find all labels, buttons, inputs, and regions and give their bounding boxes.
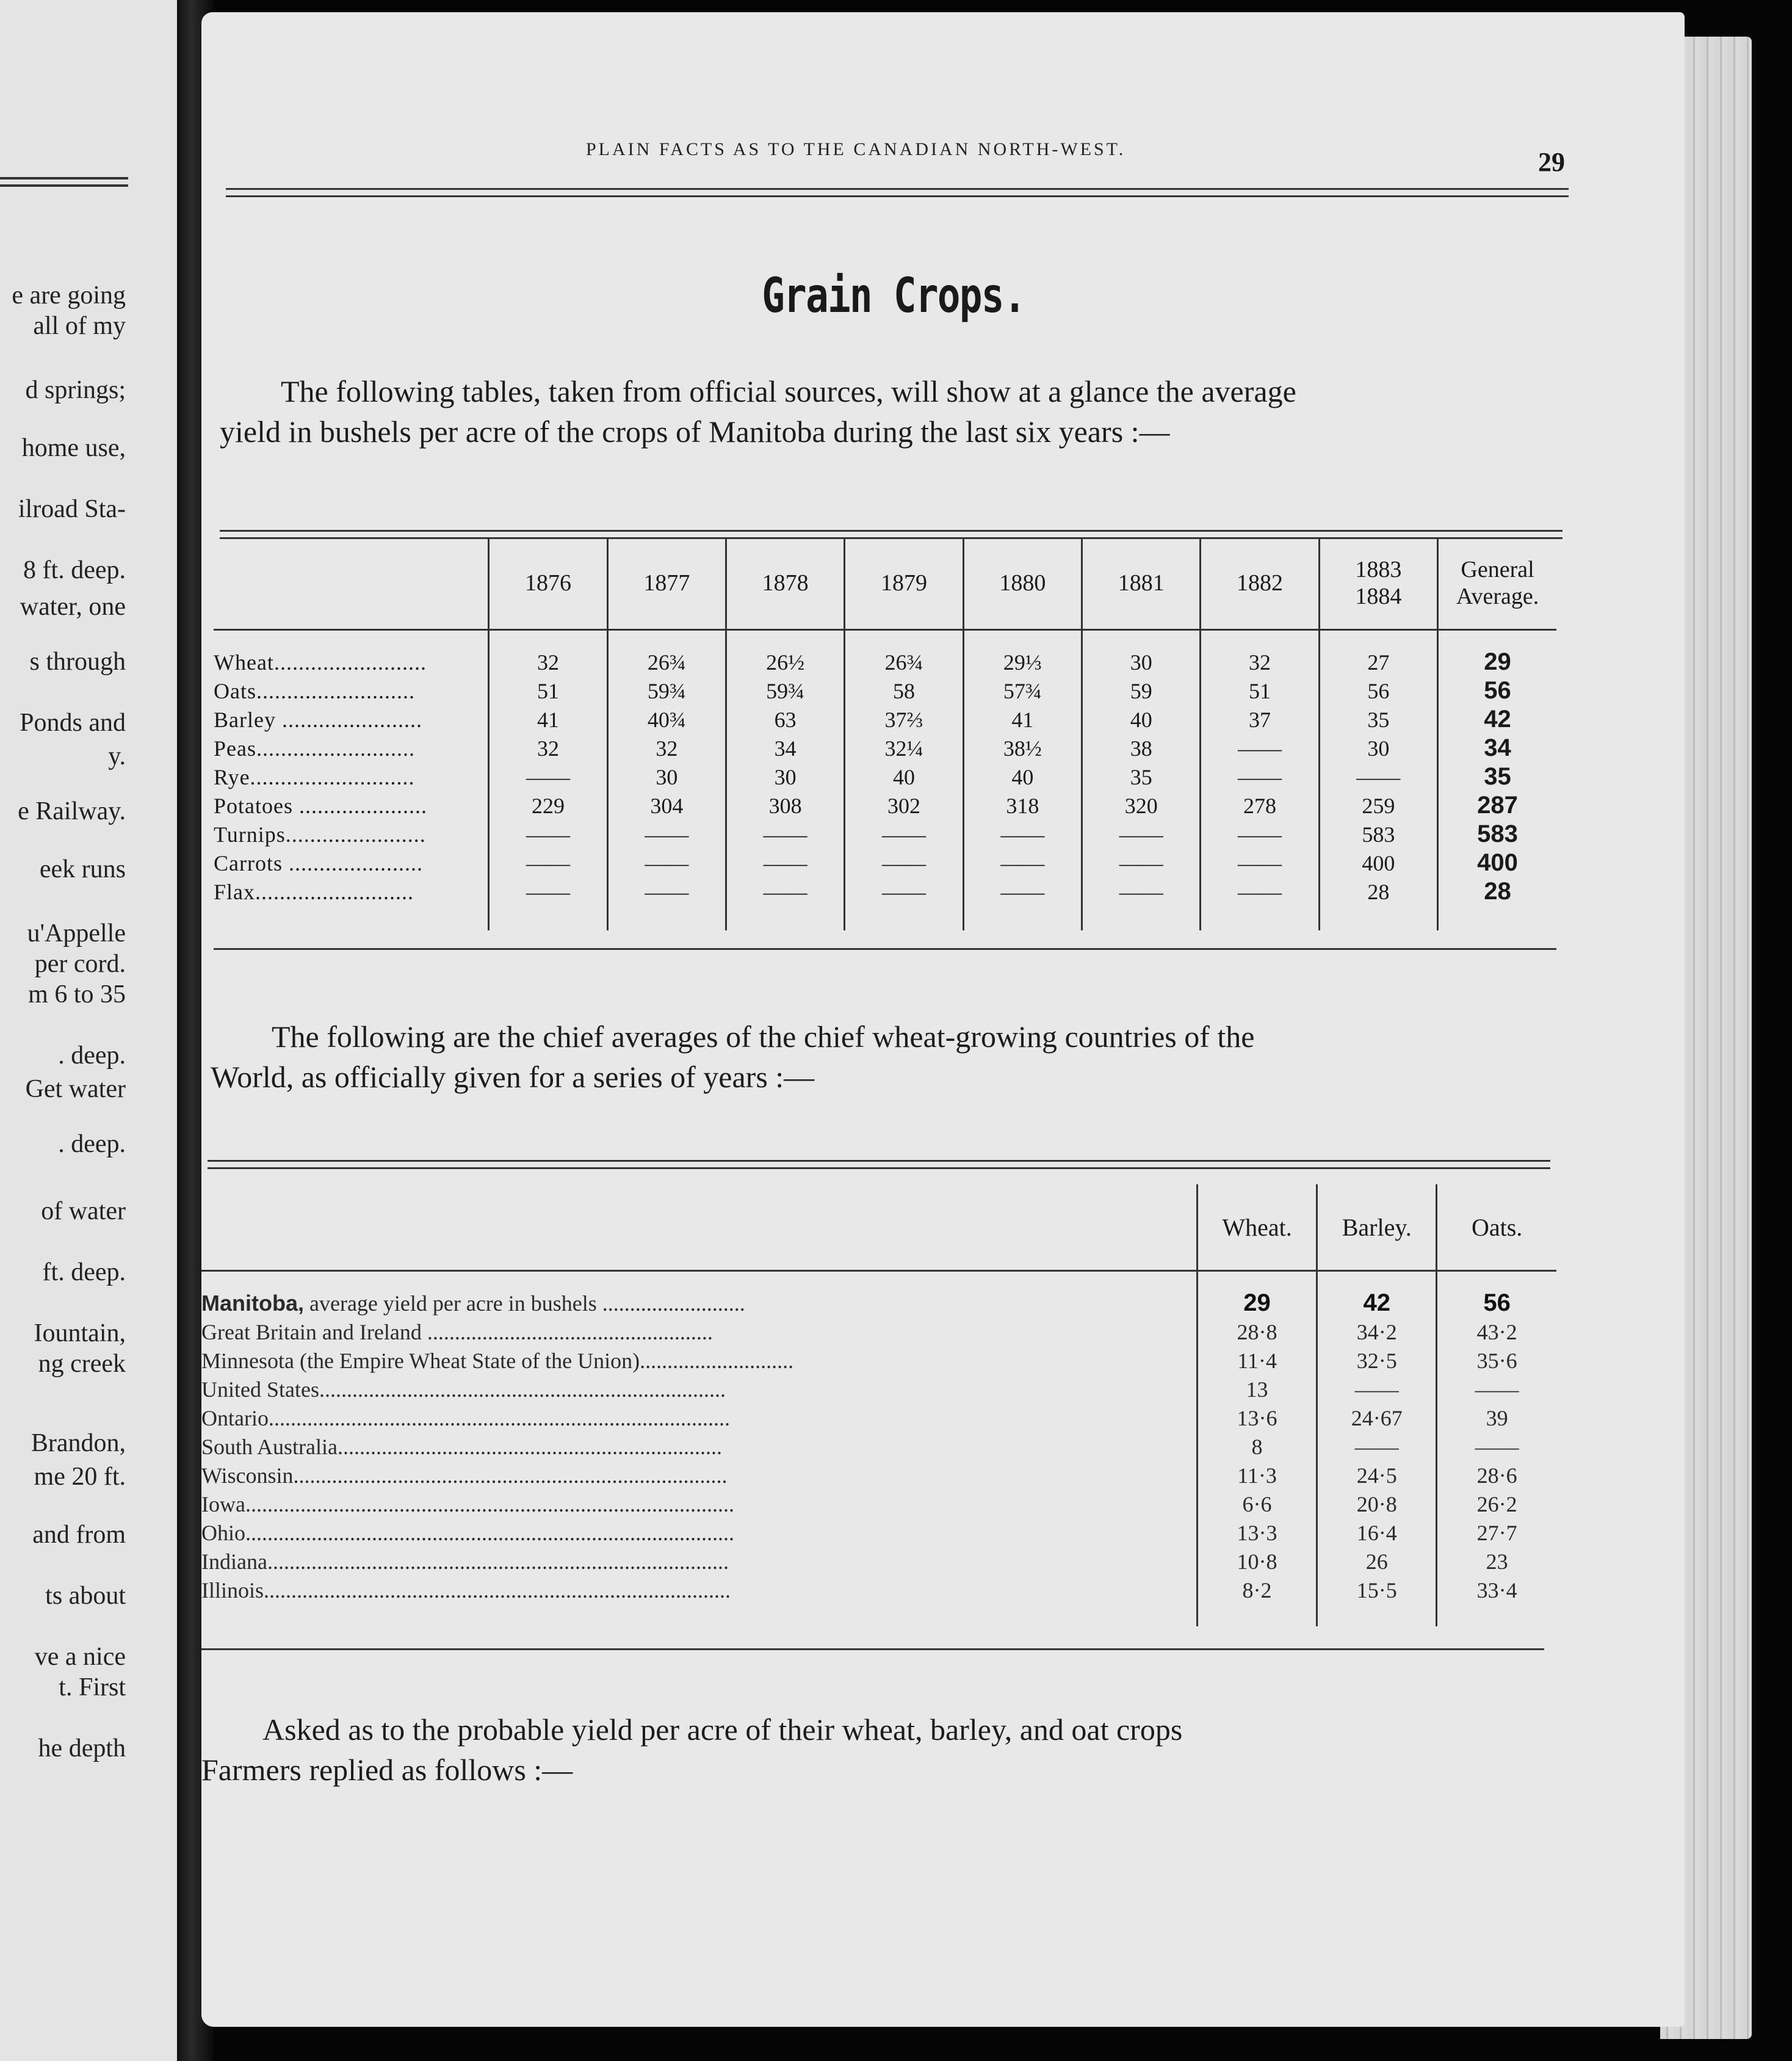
crop-label: Peas..........................: [214, 736, 415, 761]
region-name: Ohio: [201, 1520, 245, 1545]
yield-cell: 24·5: [1317, 1461, 1437, 1490]
yield-cell: 59: [1082, 676, 1201, 705]
left-page-line: Brandon,: [31, 1429, 126, 1457]
region-leader: ..........................................................................: [319, 1377, 726, 1402]
yield-cell: ——: [963, 877, 1082, 930]
region-name: Indiana: [201, 1549, 267, 1574]
left-page-line: me 20 ft.: [34, 1463, 126, 1491]
yield-cell: 38: [1082, 734, 1201, 762]
region-name: Manitoba,: [201, 1290, 304, 1316]
yield-cell: 278: [1201, 791, 1319, 820]
yield-cell: 40: [1082, 705, 1201, 734]
region-leader: ............................: [640, 1348, 794, 1373]
yield-cell: 32¼: [845, 734, 963, 762]
left-page-line: eek runs: [39, 855, 126, 883]
yield-cell: 26½: [726, 630, 845, 677]
yield-cell: 38½: [963, 734, 1082, 762]
left-page-line: water, one: [20, 593, 126, 621]
grain-header: Barley.: [1317, 1184, 1437, 1271]
yield-cell: ——: [489, 849, 607, 877]
left-page-line: . deep.: [58, 1130, 126, 1158]
left-page-line: ve a nice: [34, 1643, 126, 1671]
yield-cell: 51: [489, 676, 607, 705]
left-page-line: ts about: [45, 1582, 126, 1610]
left-page-line: u'Appelle: [27, 919, 126, 947]
region-name: Ontario: [201, 1405, 269, 1430]
table-top-rule: [208, 1160, 1550, 1162]
left-page-line: 8 ft. deep.: [23, 556, 126, 584]
intro-line-2: yield in bushels per acre of the crops of Manitoba during the last six years :—: [220, 415, 1170, 449]
year-header: 1879: [845, 537, 963, 630]
yield-cell: ——: [1437, 1375, 1556, 1404]
region-label: [201, 1576, 1197, 1626]
crop-yield-table: [214, 537, 1556, 930]
yield-cell: 13: [1197, 1375, 1317, 1404]
yield-cell: 304: [607, 791, 726, 820]
region-label: [201, 1375, 1197, 1404]
region-column-header: [201, 1184, 1197, 1271]
yield-cell: 11·3: [1197, 1461, 1317, 1490]
crop-label: Rye...........................: [214, 764, 415, 789]
region-name: Wisconsin: [201, 1463, 294, 1488]
table-row: [201, 1271, 1556, 1318]
yield-cell: ——: [489, 762, 607, 791]
intro-paragraph: [220, 371, 1587, 452]
yield-cell: 59¾: [607, 676, 726, 705]
yield-cell: ——: [1319, 762, 1437, 791]
table-top-rule: [208, 1167, 1550, 1169]
general-average-cell: 42: [1438, 705, 1556, 734]
yield-cell: ——: [607, 820, 726, 849]
yield-cell: 30: [1082, 630, 1201, 677]
region-label: [201, 1404, 1197, 1432]
table-row: [201, 1346, 1556, 1375]
yield-cell: 20·8: [1317, 1490, 1437, 1518]
general-average-cell: 583: [1438, 820, 1556, 849]
left-page-rule: [0, 184, 128, 187]
year-header: 1881: [1082, 537, 1201, 630]
yield-cell: ——: [845, 820, 963, 849]
header-rule: [226, 188, 1569, 190]
header-rule: [226, 195, 1569, 197]
year-header: 1880: [963, 537, 1082, 630]
region-label: [201, 1271, 1197, 1318]
yield-cell: 26·2: [1437, 1490, 1556, 1518]
region-leader: .........................................................................................: [245, 1520, 734, 1545]
yield-cell: ——: [489, 877, 607, 930]
table-row: [201, 1576, 1556, 1626]
left-page-line: per cord.: [34, 950, 126, 978]
crop-label: Turnips.......................: [214, 822, 426, 847]
yield-cell: 32: [489, 734, 607, 762]
page-title: Grain Crops.: [762, 269, 1025, 324]
yield-cell: 57¾: [963, 676, 1082, 705]
yield-cell: 42: [1317, 1271, 1437, 1318]
yield-cell: 32: [607, 734, 726, 762]
region-leader: ....................................................................................: [268, 1405, 730, 1430]
yield-cell: 13·3: [1197, 1518, 1317, 1547]
region-name: South Australia: [201, 1434, 338, 1459]
yield-cell: 32: [489, 630, 607, 677]
yield-cell: 308: [726, 791, 845, 820]
table-row: [214, 877, 1556, 930]
crop-label: Carrots ......................: [214, 850, 423, 875]
region-label: [201, 1547, 1197, 1576]
region-leader: ...............................................................................: [293, 1463, 728, 1488]
yield-cell: 40: [845, 762, 963, 791]
left-page-line: and from: [32, 1521, 126, 1549]
yield-cell: 56: [1319, 676, 1437, 705]
general-average-cell: 56: [1438, 676, 1556, 705]
table-row: [201, 1461, 1556, 1490]
yield-cell: 24·67: [1317, 1404, 1437, 1432]
yield-cell: 34·2: [1317, 1317, 1437, 1346]
crop-label: Wheat.........................: [214, 650, 427, 675]
general-average-cell: 34: [1438, 734, 1556, 762]
general-average-cell: 28: [1438, 877, 1556, 930]
left-page-line: . deep.: [58, 1041, 126, 1070]
intro-line-1: The following tables, taken from official sources, will show at a glance the average: [281, 374, 1296, 408]
yield-cell: 33·4: [1437, 1576, 1556, 1626]
left-page-line: all of my: [33, 312, 126, 340]
yield-cell: 59¾: [726, 676, 845, 705]
table-row: [201, 1518, 1556, 1547]
region-leader: ....................................................: [421, 1319, 713, 1344]
yield-cell: 40: [963, 762, 1082, 791]
year-header: General Average.: [1438, 537, 1556, 630]
yield-cell: 27·7: [1437, 1518, 1556, 1547]
left-page-rule: [0, 177, 128, 179]
yield-cell: 40¾: [607, 705, 726, 734]
left-page-line: s through: [29, 648, 126, 676]
yield-cell: 29⅓: [963, 630, 1082, 677]
yield-cell: ——: [489, 820, 607, 849]
region-name: United States: [201, 1377, 319, 1402]
table-row: [214, 705, 1556, 734]
region-label: [201, 1346, 1197, 1375]
table-row: [214, 734, 1556, 762]
yield-cell: ——: [845, 877, 963, 930]
yield-cell: ——: [845, 849, 963, 877]
yield-cell: 259: [1319, 791, 1437, 820]
yield-cell: 35·6: [1437, 1346, 1556, 1375]
table-bottom-rule: [214, 948, 1556, 950]
general-average-cell: 400: [1438, 849, 1556, 877]
yield-cell: 41: [963, 705, 1082, 734]
crop-column-header: [214, 537, 489, 630]
crop-label: Potatoes .....................: [214, 793, 427, 818]
table-row: [201, 1404, 1556, 1432]
yield-cell: ——: [1082, 820, 1201, 849]
table-top-rule: [220, 530, 1563, 532]
running-head: PLAIN FACTS AS TO THE CANADIAN NORTH-WEST.: [586, 139, 1126, 159]
yield-cell: 320: [1082, 791, 1201, 820]
yield-cell: ——: [963, 849, 1082, 877]
yield-cell: 30: [607, 762, 726, 791]
yield-cell: 43·2: [1437, 1317, 1556, 1346]
yield-cell: 27: [1319, 630, 1437, 677]
left-page-line: ng creek: [38, 1350, 126, 1378]
yield-cell: 41: [489, 705, 607, 734]
region-label: [201, 1461, 1197, 1490]
region-label: [201, 1518, 1197, 1547]
yield-cell: 10·8: [1197, 1547, 1317, 1576]
table-row: [214, 820, 1556, 849]
yield-cell: 26¾: [845, 630, 963, 677]
left-page-line: Ponds and: [20, 709, 126, 737]
yield-cell: ——: [726, 849, 845, 877]
yield-cell: ——: [1317, 1375, 1437, 1404]
yield-cell: 400: [1319, 849, 1437, 877]
yield-cell: 28: [1319, 877, 1437, 930]
yield-cell: ——: [726, 820, 845, 849]
table-row: [214, 676, 1556, 705]
left-page-line: ft. deep.: [42, 1258, 126, 1286]
left-page-line: m 6 to 35: [28, 980, 126, 1009]
left-page-line: t. First: [59, 1673, 126, 1701]
yield-cell: 30: [726, 762, 845, 791]
yield-cell: 29: [1197, 1271, 1317, 1318]
table-row: [201, 1490, 1556, 1518]
table-row: [214, 791, 1556, 820]
yield-cell: 37: [1201, 705, 1319, 734]
yield-cell: 8·2: [1197, 1576, 1317, 1626]
region-name: Great Britain and Ireland: [201, 1319, 422, 1344]
grain-header: Wheat.: [1197, 1184, 1317, 1271]
region-leader: ....................................................................................: [267, 1549, 729, 1574]
yield-cell: ——: [1201, 877, 1319, 930]
table-row: [201, 1375, 1556, 1404]
yield-cell: 35: [1319, 705, 1437, 734]
yield-cell: ——: [963, 820, 1082, 849]
closing-line-2: Farmers replied as follows :—: [201, 1753, 573, 1787]
left-page-line: Iountain,: [34, 1319, 126, 1347]
table-row: [214, 762, 1556, 791]
yield-cell: 39: [1437, 1404, 1556, 1432]
yield-cell: 15·5: [1317, 1576, 1437, 1626]
table-row: [214, 849, 1556, 877]
table-bottom-rule: [201, 1648, 1544, 1650]
region-leader: .........................................................................................: [245, 1491, 734, 1516]
left-page-fragment: [0, 0, 177, 2061]
yield-cell: ——: [1317, 1432, 1437, 1461]
year-header: 1876: [489, 537, 607, 630]
closing-line-1: Asked as to the probable yield per acre of their wheat, barley, and oat crops: [262, 1712, 1183, 1747]
yield-cell: ——: [1082, 849, 1201, 877]
general-average-cell: 29: [1438, 630, 1556, 677]
yield-cell: 30: [1319, 734, 1437, 762]
year-header: 1882: [1201, 537, 1319, 630]
crop-label: Flax..........................: [214, 879, 414, 904]
yield-cell: 32: [1201, 630, 1319, 677]
yield-cell: 16·4: [1317, 1518, 1437, 1547]
left-page-line: he depth: [38, 1734, 126, 1762]
left-page-line: d springs;: [25, 376, 126, 404]
yield-cell: 28·8: [1197, 1317, 1317, 1346]
yield-cell: 6·6: [1197, 1490, 1317, 1518]
general-average-cell: 287: [1438, 791, 1556, 820]
yield-cell: ——: [1201, 820, 1319, 849]
yield-cell: 26¾: [607, 630, 726, 677]
yield-cell: 23: [1437, 1547, 1556, 1576]
yield-cell: ——: [726, 877, 845, 930]
yield-cell: 32·5: [1317, 1346, 1437, 1375]
yield-cell: 318: [963, 791, 1082, 820]
table-row: [201, 1317, 1556, 1346]
region-name: Illinois: [201, 1577, 264, 1603]
left-page-line: y.: [108, 742, 126, 770]
table-row: [201, 1432, 1556, 1461]
left-page-line: of water: [41, 1197, 126, 1225]
grain-header: Oats.: [1437, 1184, 1556, 1271]
yield-cell: 302: [845, 791, 963, 820]
table-row: [214, 630, 1556, 677]
yield-cell: 11·4: [1197, 1346, 1317, 1375]
yield-cell: ——: [1201, 734, 1319, 762]
yield-cell: 51: [1201, 676, 1319, 705]
yield-cell: 58: [845, 676, 963, 705]
left-page-line: e are going: [12, 281, 126, 310]
yield-cell: 28·6: [1437, 1461, 1556, 1490]
region-leader: average yield per acre in bushels ..........................: [304, 1291, 745, 1316]
yield-cell: 34: [726, 734, 845, 762]
yield-cell: 35: [1082, 762, 1201, 791]
yield-cell: ——: [607, 877, 726, 930]
crop-label: Oats..........................: [214, 678, 415, 703]
crop-label: Barley .......................: [214, 707, 422, 732]
left-page-line: home use,: [21, 434, 126, 462]
yield-cell: 583: [1319, 820, 1437, 849]
region-name: Iowa: [201, 1491, 245, 1516]
second-line-2: World, as officially given for a series of years :—: [211, 1060, 815, 1094]
yield-cell: ——: [1082, 877, 1201, 930]
region-leader: .....................................................................................: [264, 1577, 731, 1603]
second-paragraph: [211, 1016, 1584, 1097]
yield-cell: ——: [1201, 762, 1319, 791]
yield-cell: 56: [1437, 1271, 1556, 1318]
left-page-line: ilroad Sta-: [18, 495, 126, 523]
yield-cell: 26: [1317, 1547, 1437, 1576]
closing-paragraph: [201, 1709, 1587, 1790]
yield-cell: ——: [1201, 849, 1319, 877]
left-page-line: Get water: [25, 1075, 126, 1103]
table-row: [201, 1547, 1556, 1576]
yield-cell: ——: [1437, 1432, 1556, 1461]
yield-cell: 8: [1197, 1432, 1317, 1461]
year-header: 1883 1884: [1319, 537, 1437, 630]
general-average-cell: 35: [1438, 762, 1556, 791]
yield-cell: 229: [489, 791, 607, 820]
region-leader: ......................................................................: [338, 1434, 722, 1459]
year-header: 1877: [607, 537, 726, 630]
year-header: 1878: [726, 537, 845, 630]
yield-cell: ——: [607, 849, 726, 877]
second-line-1: The following are the chief averages of the chief wheat-growing countries of the: [272, 1020, 1255, 1054]
left-page-line: e Railway.: [18, 797, 126, 825]
yield-cell: 63: [726, 705, 845, 734]
region-label: [201, 1432, 1197, 1461]
world-wheat-table: [201, 1184, 1556, 1626]
region-label: [201, 1317, 1197, 1346]
region-name: Minnesota (the Empire Wheat State of the Union): [201, 1348, 640, 1373]
yield-cell: 37⅔: [845, 705, 963, 734]
region-label: [201, 1490, 1197, 1518]
page-number: 29: [1538, 147, 1565, 177]
yield-cell: 13·6: [1197, 1404, 1317, 1432]
